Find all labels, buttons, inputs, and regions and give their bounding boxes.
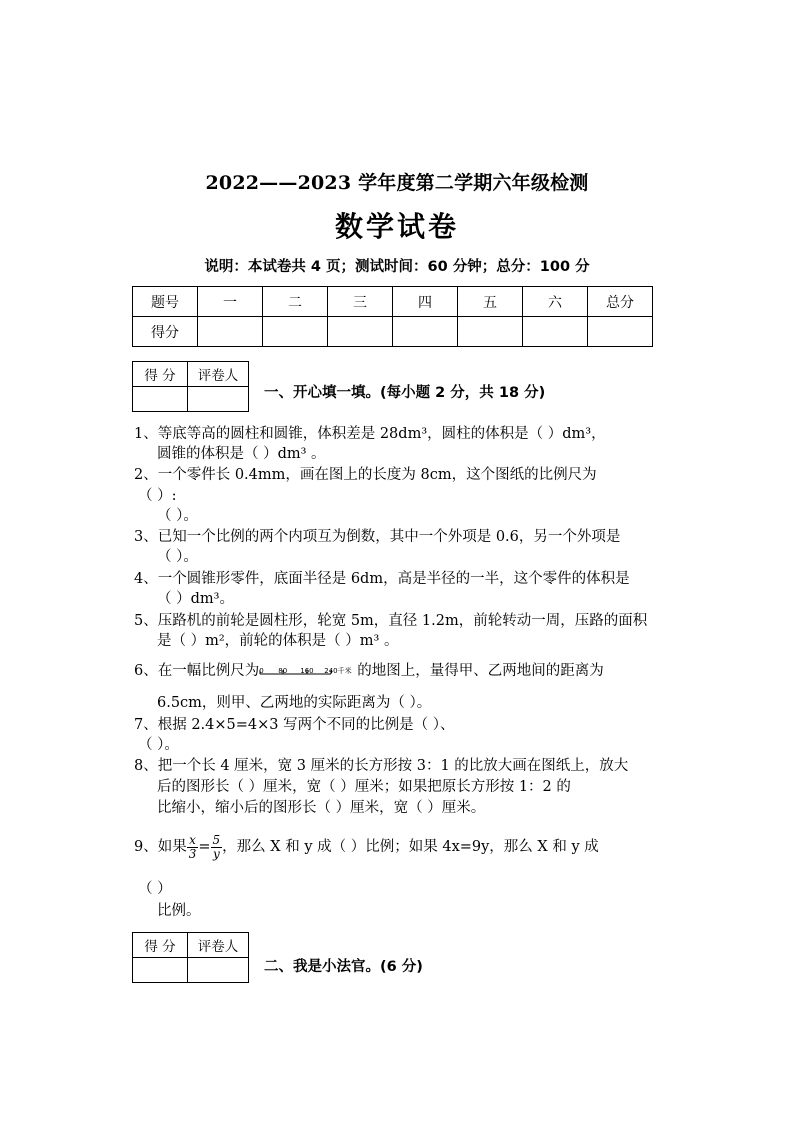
fraction-5-over-y xyxy=(211,834,223,861)
question-7-line-1: 7、根据 2.4×5=4×3 写两个不同的比例是（ ）、 xyxy=(134,717,455,733)
score-table-cell: 六 xyxy=(523,287,588,317)
score-table-cell: 五 xyxy=(458,287,523,317)
grader-box-2 xyxy=(132,932,249,983)
scale-label: 80 xyxy=(278,667,288,675)
question-8-line-1: 8、把一个长 4 厘米，宽 3 厘米的长方形按 3：1 的比放大画在图纸上，放大 xyxy=(134,758,629,774)
question-3-line-1: 3、已知一个比例的两个内项互为倒数，其中一个外项是 0.6，另一个外项是 xyxy=(134,529,621,545)
scale-label: 0 xyxy=(259,667,264,675)
exam-subject-title: 数学试卷 xyxy=(334,210,459,243)
grader-score-label: 得 分 xyxy=(133,362,188,387)
question-9-line-2: （ ） xyxy=(138,881,172,897)
question-6-text-a: 6、在一幅比例尺为 xyxy=(134,663,260,679)
score-entry-cell[interactable] xyxy=(328,317,393,347)
question-7-line-2: （ ）。 xyxy=(138,737,179,753)
score-entry-cell[interactable] xyxy=(198,317,263,347)
section-1-title: 一、开心填一填。(每小题 2 分，共 18 分) xyxy=(264,385,546,401)
grader-name-label: 评卷人 xyxy=(188,362,249,387)
score-table-cell: 三 xyxy=(328,287,393,317)
question-2-line-3: （ ）。 xyxy=(157,508,198,524)
exam-instructions: 说明：本试卷共 4 页；测试时间：60 分钟；总分：100 分 xyxy=(204,259,590,275)
question-1-line-1: 1、等底等高的圆柱和圆锥，体积差是 28dm³，圆柱的体积是（ ）dm³， xyxy=(134,426,606,442)
exam-year-title: 2022——2023 学年度第二学期六年级检测 xyxy=(205,172,589,194)
grader-score-label: 得 分 xyxy=(133,933,188,958)
question-9-line-3: 比例。 xyxy=(157,903,201,919)
question-9-text-b: ，那么 X 和 y 成（ ）比例；如果 4x=9y，那么 X 和 y 成 xyxy=(222,839,599,855)
scale-label: 240千米 xyxy=(324,667,352,675)
question-8-line-3: 比缩小，缩小后的图形长（ ）厘米，宽（ ）厘米。 xyxy=(157,800,486,816)
score-table-header-row xyxy=(133,287,653,317)
score-entry-cell[interactable] xyxy=(458,317,523,347)
grader-score-cell[interactable] xyxy=(133,387,188,412)
question-4-line-1: 4、一个圆锥形零件，底面半径是 6dm，高是半径的一半，这个零件的体积是 xyxy=(134,571,630,587)
grader-box-1 xyxy=(132,361,249,412)
question-9-text-a: 9、如果 xyxy=(134,839,187,855)
question-4-line-2: （ ）dm³。 xyxy=(157,591,234,607)
question-5-line-2: 是（ ）m²，前轮的体积是（ ）m³ 。 xyxy=(157,633,399,649)
scale-label: 160 xyxy=(300,667,314,675)
map-scale-bar xyxy=(259,661,357,681)
grader-score-cell[interactable] xyxy=(133,958,188,983)
question-6-text-b: 的地图上，量得甲、乙两地间的距离为 xyxy=(357,663,604,679)
score-table-cell: 二 xyxy=(263,287,328,317)
question-6-line-1 xyxy=(134,661,664,681)
score-entry-cell[interactable] xyxy=(393,317,458,347)
section-2-title: 二、我是小法官。(6 分) xyxy=(264,959,423,975)
fraction-numerator: x xyxy=(187,834,199,848)
score-table-cell: 一 xyxy=(198,287,263,317)
question-6-line-2: 6.5cm，则甲、乙两地的实际距离为（ ）。 xyxy=(157,695,432,711)
score-table-cell: 得分 xyxy=(133,317,198,347)
score-table-cell: 题号 xyxy=(133,287,198,317)
question-8-line-2: 后的图形长（ ）厘米，宽（ ）厘米；如果把原长方形按 1：2 的 xyxy=(157,779,571,795)
score-table-cell: 总分 xyxy=(588,287,653,317)
score-table xyxy=(132,286,653,347)
question-2-line-1: 2、一个零件长 0.4mm，画在图上的长度为 8cm，这个图纸的比例尺为 xyxy=(134,467,597,483)
grader-name-cell[interactable] xyxy=(188,387,249,412)
score-table-cell: 四 xyxy=(393,287,458,317)
question-9-line-1 xyxy=(134,833,664,861)
fraction-x-over-3 xyxy=(187,834,199,861)
score-entry-cell[interactable] xyxy=(588,317,653,347)
grader-name-label: 评卷人 xyxy=(188,933,249,958)
question-5-line-1: 5、压路机的前轮是圆柱形，轮宽 5m，直径 1.2m，前轮转动一周，压路的面积 xyxy=(134,613,648,629)
question-3-line-2: （ ）。 xyxy=(157,549,198,565)
grader-name-cell[interactable] xyxy=(188,958,249,983)
equals-sign: = xyxy=(198,839,211,855)
score-entry-cell[interactable] xyxy=(263,317,328,347)
fraction-denominator: 3 xyxy=(188,846,197,861)
score-entry-cell[interactable] xyxy=(523,317,588,347)
question-2-line-2: （ ）: xyxy=(138,488,177,504)
fraction-denominator: y xyxy=(212,846,220,861)
fraction-numerator: 5 xyxy=(212,832,221,847)
score-table-score-row xyxy=(133,317,653,347)
question-1-line-2: 圆锥的体积是（ ）dm³ 。 xyxy=(157,446,326,462)
